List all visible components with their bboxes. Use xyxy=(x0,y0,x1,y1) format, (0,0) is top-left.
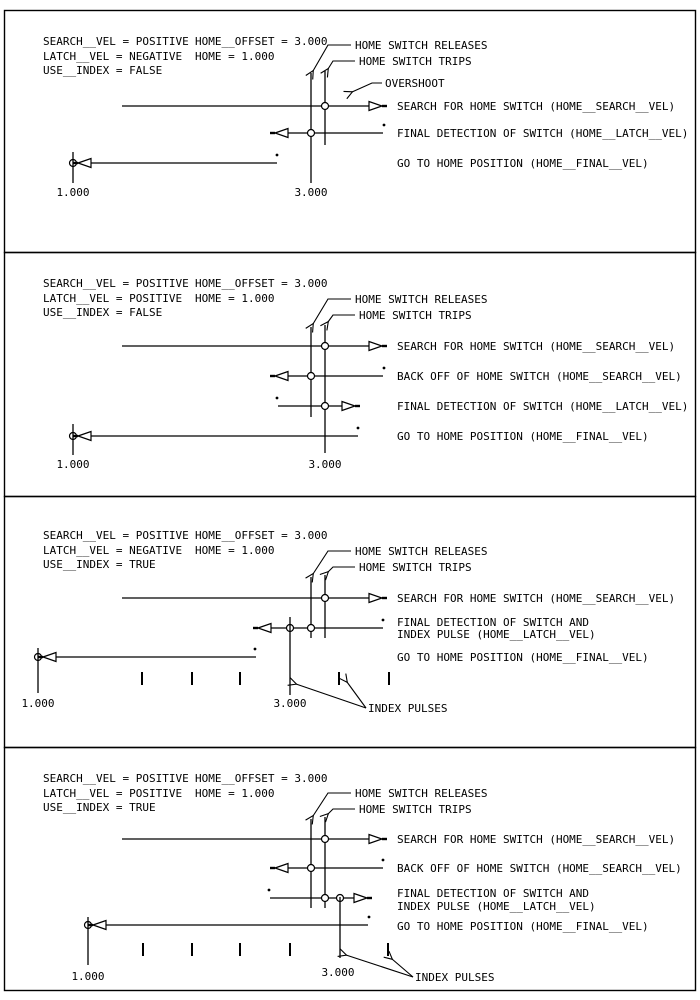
step-label: SEARCH FOR HOME SWITCH (HOME__SEARCH__VEL) xyxy=(397,833,676,846)
step-label: SEARCH FOR HOME SWITCH (HOME__SEARCH__VEL) xyxy=(397,592,676,605)
index-leader-arrow xyxy=(392,959,413,977)
param-home-offset: HOME__OFFSET = 3.000 xyxy=(195,35,328,48)
releases-leader-arrow xyxy=(313,551,351,574)
step-label: GO TO HOME POSITION (HOME__FINAL__VEL) xyxy=(397,430,649,443)
callout-home-switch-releases: HOME SWITCH RELEASES xyxy=(355,787,488,800)
index-pulse-ticks xyxy=(143,943,388,956)
left-arrow-icon xyxy=(270,129,288,138)
home-position-label: 1.000 xyxy=(21,697,55,710)
release-point-marker xyxy=(308,373,315,380)
param-home-offset: HOME__OFFSET = 3.000 xyxy=(195,277,328,290)
step-label-line1: FINAL DETECTION OF SWITCH AND xyxy=(397,887,590,900)
move-final-detection-index xyxy=(253,616,596,641)
param-home: HOME = 1.000 xyxy=(195,50,275,63)
trips-leader-arrow xyxy=(328,61,355,69)
home-position-label: 1.000 xyxy=(56,458,90,471)
trips-leader-arrow xyxy=(328,809,355,814)
right-arrow-icon xyxy=(369,102,387,111)
param-home-offset: HOME__OFFSET = 3.000 xyxy=(195,772,328,785)
index-pulses-label: INDEX PULSES xyxy=(415,971,495,984)
index-pulses-label: INDEX PULSES xyxy=(368,702,448,715)
callout-home-switch-trips: HOME SWITCH TRIPS xyxy=(359,55,472,68)
callout-home-switch-releases: HOME SWITCH RELEASES xyxy=(355,545,488,558)
step-label: SEARCH FOR HOME SWITCH (HOME__SEARCH__VEL) xyxy=(397,340,676,353)
release-point-marker xyxy=(308,625,315,632)
param-search-vel: SEARCH__VEL = POSITIVE xyxy=(43,35,189,48)
callout-home-switch-trips: HOME SWITCH TRIPS xyxy=(359,561,472,574)
move-search xyxy=(122,100,675,113)
step-label: GO TO HOME POSITION (HOME__FINAL__VEL) xyxy=(397,651,649,664)
panel-2 xyxy=(43,277,688,471)
trips-leader-arrow xyxy=(328,315,355,322)
step-label: GO TO HOME POSITION (HOME__FINAL__VEL) xyxy=(397,157,649,170)
offset-position-label: 3.000 xyxy=(273,697,307,710)
release-point-marker xyxy=(308,130,315,137)
step-label-line1: FINAL DETECTION OF SWITCH AND xyxy=(397,616,590,629)
index-leader-arrow xyxy=(346,955,413,977)
step-label: SEARCH FOR HOME SWITCH (HOME__SEARCH__VEL) xyxy=(397,100,676,113)
move-start-dot xyxy=(276,397,279,400)
move-back-off xyxy=(270,367,682,383)
param-use-index: USE__INDEX = FALSE xyxy=(43,64,163,77)
trip-point-marker xyxy=(322,895,329,902)
move-go-home xyxy=(35,648,649,664)
releases-leader-arrow xyxy=(313,793,351,816)
param-search-vel: SEARCH__VEL = POSITIVE xyxy=(43,277,189,290)
home-position-label: 1.000 xyxy=(56,186,90,199)
panel-1 xyxy=(43,35,688,199)
param-latch-vel: LATCH__VEL = POSITIVE xyxy=(43,787,183,800)
offset-position-label: 3.000 xyxy=(321,966,355,979)
param-use-index: USE__INDEX = TRUE xyxy=(43,801,156,814)
move-start-dot xyxy=(357,427,360,430)
step-label: GO TO HOME POSITION (HOME__FINAL__VEL) xyxy=(397,920,649,933)
move-search xyxy=(122,592,675,605)
right-arrow-icon xyxy=(369,594,387,603)
left-arrow-icon xyxy=(253,624,271,633)
move-start-dot xyxy=(382,859,385,862)
callout-overshoot: OVERSHOOT xyxy=(385,77,445,90)
callout-home-switch-trips: HOME SWITCH TRIPS xyxy=(359,803,472,816)
left-arrow-icon xyxy=(73,432,91,441)
releases-leader-arrow xyxy=(313,299,351,324)
trip-point-marker xyxy=(322,403,329,410)
param-latch-vel: LATCH__VEL = NEGATIVE xyxy=(43,50,183,63)
offset-position-label: 3.000 xyxy=(308,458,342,471)
trip-point-marker xyxy=(322,595,329,602)
right-arrow-icon xyxy=(354,894,372,903)
left-arrow-icon xyxy=(73,159,91,168)
move-go-home xyxy=(85,916,649,933)
release-point-marker xyxy=(308,865,315,872)
param-search-vel: SEARCH__VEL = POSITIVE xyxy=(43,772,189,785)
trip-point-marker xyxy=(322,103,329,110)
param-latch-vel: LATCH__VEL = NEGATIVE xyxy=(43,544,183,557)
trips-leader-arrow xyxy=(328,567,355,572)
callout-home-switch-releases: HOME SWITCH RELEASES xyxy=(355,39,488,52)
offset-position-label: 3.000 xyxy=(294,186,328,199)
index-pulse-ticks xyxy=(142,672,389,685)
callout-home-switch-trips: HOME SWITCH TRIPS xyxy=(359,309,472,322)
move-start-dot xyxy=(268,889,271,892)
move-search xyxy=(122,833,675,846)
step-label-line2: INDEX PULSE (HOME__LATCH__VEL) xyxy=(397,628,596,641)
step-label: BACK OFF OF HOME SWITCH (HOME__SEARCH__VEL) xyxy=(397,370,682,383)
param-home: HOME = 1.000 xyxy=(195,544,275,557)
param-home: HOME = 1.000 xyxy=(195,292,275,305)
param-use-index: USE__INDEX = FALSE xyxy=(43,306,163,319)
move-start-dot xyxy=(254,648,257,651)
left-arrow-icon xyxy=(38,653,56,662)
move-start-dot xyxy=(276,154,279,157)
overshoot-leader-arrow xyxy=(352,83,382,92)
left-arrow-icon xyxy=(88,921,106,930)
param-search-vel: SEARCH__VEL = POSITIVE xyxy=(43,529,189,542)
right-arrow-icon xyxy=(342,402,360,411)
right-arrow-icon xyxy=(369,835,387,844)
step-label: BACK OFF OF HOME SWITCH (HOME__SEARCH__VEL) xyxy=(397,862,682,875)
move-go-home xyxy=(70,154,649,170)
param-home: HOME = 1.000 xyxy=(195,787,275,800)
param-use-index: USE__INDEX = TRUE xyxy=(43,558,156,571)
panel-3 xyxy=(21,529,675,715)
step-label: FINAL DETECTION OF SWITCH (HOME__LATCH__VEL) xyxy=(397,127,689,140)
param-home-offset: HOME__OFFSET = 3.000 xyxy=(195,529,328,542)
left-arrow-icon xyxy=(270,372,288,381)
param-latch-vel: LATCH__VEL = POSITIVE xyxy=(43,292,183,305)
callout-home-switch-releases: HOME SWITCH RELEASES xyxy=(355,293,488,306)
releases-leader-arrow xyxy=(313,45,351,71)
move-final-detection xyxy=(276,397,689,413)
move-final-detection xyxy=(270,124,688,140)
index-leader-arrow xyxy=(347,682,366,708)
panel-4 xyxy=(43,772,682,984)
trip-point-marker xyxy=(322,836,329,843)
move-start-dot xyxy=(368,916,371,919)
left-arrow-icon xyxy=(270,864,288,873)
move-go-home xyxy=(70,427,649,443)
home-position-label: 1.000 xyxy=(71,970,105,983)
move-back-off xyxy=(270,859,682,875)
move-start-dot xyxy=(383,367,386,370)
move-final-detection-index xyxy=(268,887,596,913)
step-label-line2: INDEX PULSE (HOME__LATCH__VEL) xyxy=(397,900,596,913)
step-label: FINAL DETECTION OF SWITCH (HOME__LATCH__VEL) xyxy=(397,400,689,413)
move-search xyxy=(122,340,675,353)
move-start-dot xyxy=(383,124,386,127)
right-arrow-icon xyxy=(369,342,387,351)
move-start-dot xyxy=(382,619,385,622)
trip-point-marker xyxy=(322,343,329,350)
